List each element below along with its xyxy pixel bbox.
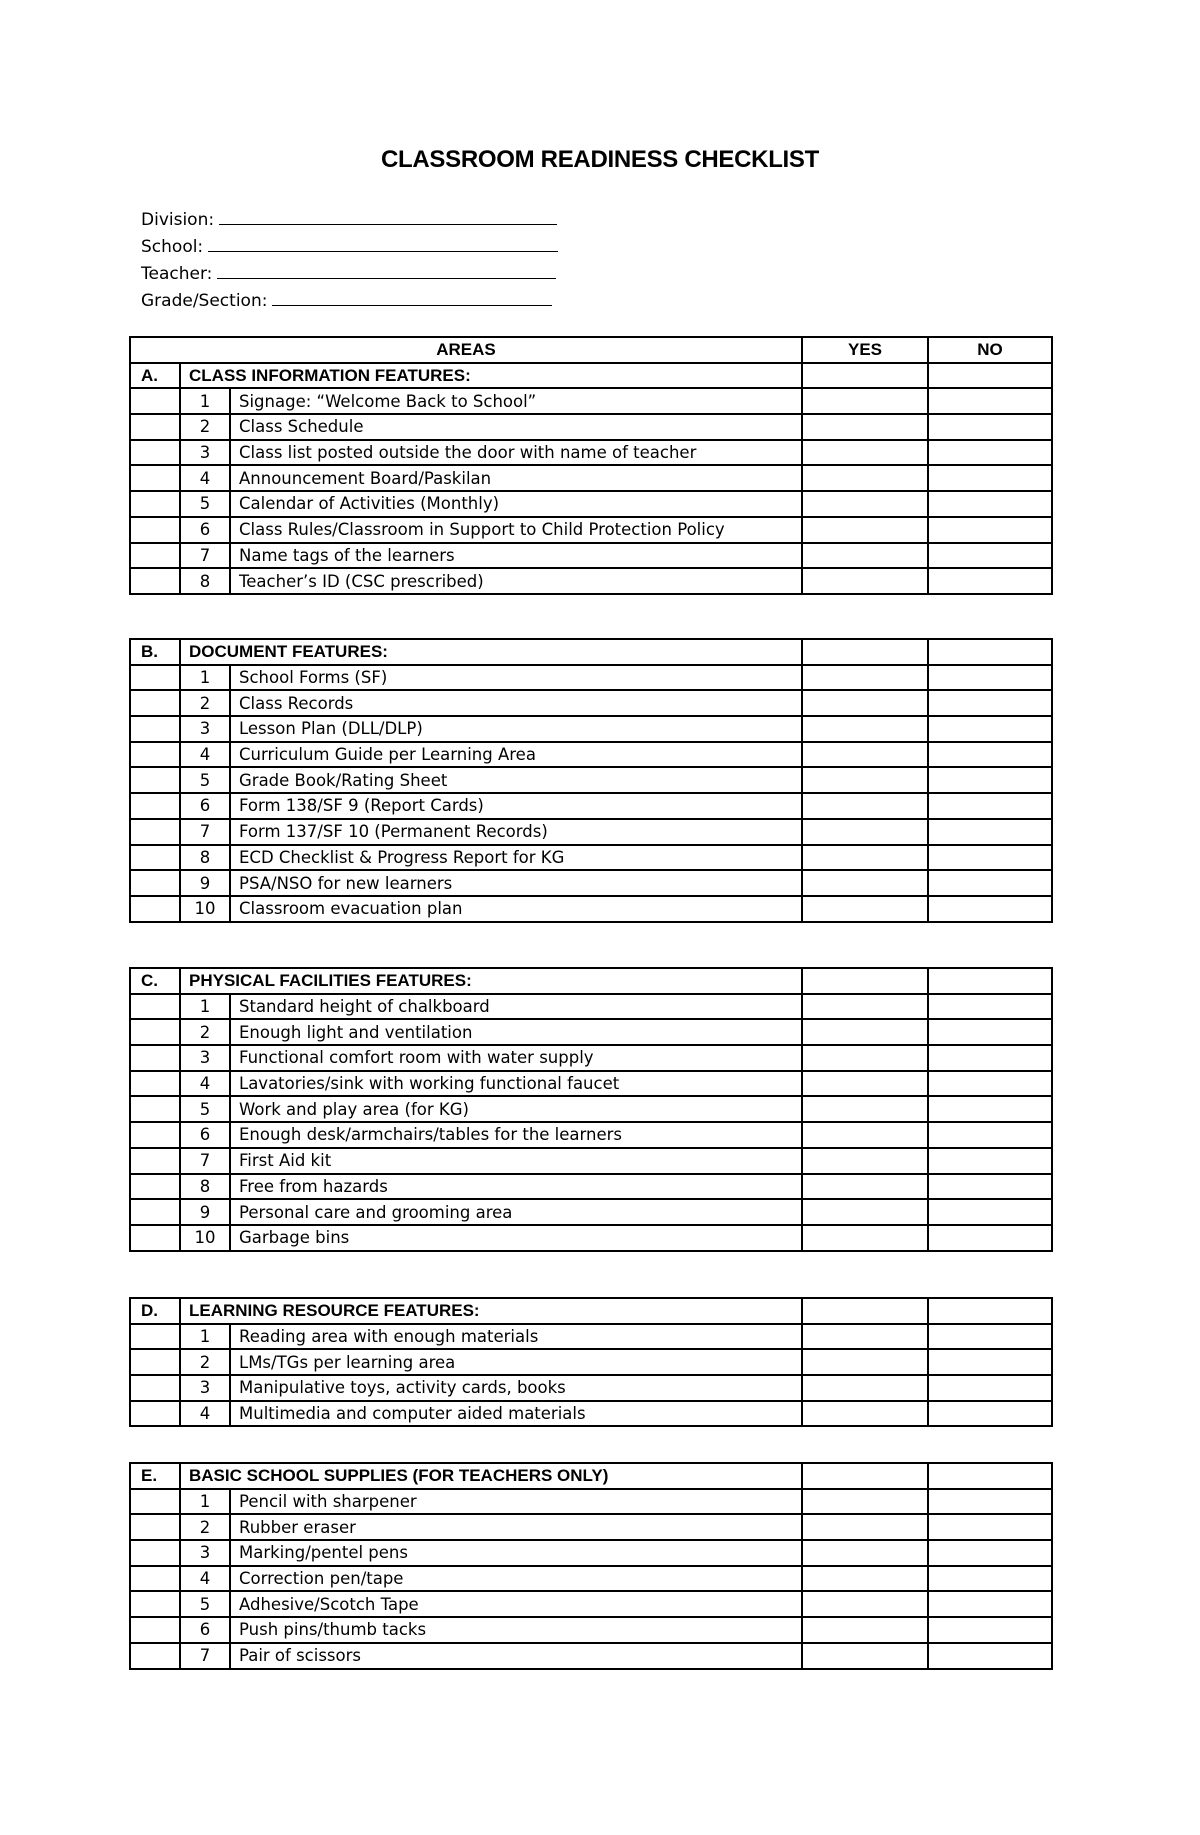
item-text: Pencil with sharpener <box>230 1489 802 1515</box>
yes-checkbox-cell[interactable] <box>802 665 928 691</box>
no-checkbox-cell[interactable] <box>928 414 1052 440</box>
blank-cell <box>130 1019 180 1045</box>
item-text: Free from hazards <box>230 1174 802 1200</box>
blank-cell <box>130 1349 180 1375</box>
table-row <box>130 716 1052 742</box>
division-blank[interactable] <box>219 206 557 225</box>
yes-checkbox-cell[interactable] <box>802 1566 928 1592</box>
yes-checkbox-cell[interactable] <box>802 1096 928 1122</box>
item-text: Multimedia and computer aided materials <box>230 1401 802 1427</box>
table-row <box>130 1045 1052 1071</box>
no-checkbox-cell[interactable] <box>928 440 1052 466</box>
item-text: PSA/NSO for new learners <box>230 870 802 896</box>
item-text: Teacher’s ID (CSC prescribed) <box>230 568 802 594</box>
item-number: 9 <box>180 1199 230 1225</box>
section-letter: B. <box>130 639 180 665</box>
blank-cell <box>130 994 180 1020</box>
yes-checkbox-cell[interactable] <box>802 870 928 896</box>
item-text: Work and play area (for KG) <box>230 1096 802 1122</box>
blank-cell <box>130 767 180 793</box>
no-checkbox-cell[interactable] <box>928 870 1052 896</box>
item-number: 3 <box>180 1540 230 1566</box>
section-table <box>129 638 1053 923</box>
table-row <box>130 845 1052 871</box>
item-text: Enough light and ventilation <box>230 1019 802 1045</box>
table-row <box>130 1349 1052 1375</box>
blank-cell <box>130 465 180 491</box>
no-checkbox-cell[interactable] <box>928 543 1052 569</box>
no-checkbox-cell[interactable] <box>928 1096 1052 1122</box>
blank-cell <box>130 1375 180 1401</box>
division-label: Division: <box>141 210 215 230</box>
blank-cell <box>130 517 180 543</box>
item-number: 7 <box>180 819 230 845</box>
section-no-cell <box>928 1463 1052 1489</box>
item-text: Form 138/SF 9 (Report Cards) <box>230 793 802 819</box>
table-row <box>130 1643 1052 1669</box>
no-checkbox-cell[interactable] <box>928 793 1052 819</box>
item-number: 4 <box>180 465 230 491</box>
section-header-row <box>130 968 1052 994</box>
blank-cell <box>130 845 180 871</box>
item-text: Rubber eraser <box>230 1514 802 1540</box>
table-row <box>130 388 1052 414</box>
item-number: 8 <box>180 568 230 594</box>
no-checkbox-cell[interactable] <box>928 1566 1052 1592</box>
table-row <box>130 1401 1052 1427</box>
yes-checkbox-cell[interactable] <box>802 1324 928 1350</box>
table-row <box>130 870 1052 896</box>
item-text: Personal care and grooming area <box>230 1199 802 1225</box>
blank-cell <box>130 896 180 922</box>
blank-cell <box>130 1045 180 1071</box>
item-text: Form 137/SF 10 (Permanent Records) <box>230 819 802 845</box>
item-number: 1 <box>180 994 230 1020</box>
section-table <box>129 1462 1053 1670</box>
item-text: Garbage bins <box>230 1225 802 1251</box>
table-row <box>130 1199 1052 1225</box>
item-text: Curriculum Guide per Learning Area <box>230 742 802 768</box>
grade-section-field <box>141 287 558 314</box>
no-checkbox-cell[interactable] <box>928 1375 1052 1401</box>
section-table <box>129 967 1053 1252</box>
blank-cell <box>130 1401 180 1427</box>
blank-cell <box>130 1071 180 1097</box>
table-row <box>130 793 1052 819</box>
blank-cell <box>130 440 180 466</box>
no-checkbox-cell[interactable] <box>928 517 1052 543</box>
no-checkbox-cell[interactable] <box>928 1019 1052 1045</box>
item-text: LMs/TGs per learning area <box>230 1349 802 1375</box>
item-number: 8 <box>180 1174 230 1200</box>
item-text: Class list posted outside the door with name of teacher <box>230 440 802 466</box>
yes-checkbox-cell[interactable] <box>802 767 928 793</box>
table-header-row <box>130 337 1052 363</box>
teacher-label: Teacher: <box>141 264 213 284</box>
no-checkbox-cell[interactable] <box>928 845 1052 871</box>
item-number: 8 <box>180 845 230 871</box>
item-text: School Forms (SF) <box>230 665 802 691</box>
yes-checkbox-cell[interactable] <box>802 1514 928 1540</box>
no-checkbox-cell[interactable] <box>928 690 1052 716</box>
item-number: 5 <box>180 491 230 517</box>
item-text: Push pins/thumb tacks <box>230 1617 802 1643</box>
division-field <box>141 206 558 233</box>
item-text: Manipulative toys, activity cards, books <box>230 1375 802 1401</box>
table-row <box>130 1566 1052 1592</box>
yes-checkbox-cell[interactable] <box>802 716 928 742</box>
teacher-blank[interactable] <box>217 260 556 279</box>
item-number: 3 <box>180 440 230 466</box>
no-checkbox-cell[interactable] <box>928 767 1052 793</box>
item-number: 3 <box>180 1045 230 1071</box>
item-number: 2 <box>180 414 230 440</box>
item-number: 3 <box>180 716 230 742</box>
table-row <box>130 543 1052 569</box>
section-no-cell <box>928 363 1052 389</box>
blank-cell <box>130 1617 180 1643</box>
no-checkbox-cell[interactable] <box>928 1514 1052 1540</box>
blank-cell <box>130 793 180 819</box>
no-checkbox-cell[interactable] <box>928 1643 1052 1669</box>
item-text: Announcement Board/Paskilan <box>230 465 802 491</box>
item-number: 6 <box>180 1617 230 1643</box>
no-checkbox-cell[interactable] <box>928 994 1052 1020</box>
item-number: 4 <box>180 1071 230 1097</box>
yes-header: YES <box>802 337 928 363</box>
item-number: 5 <box>180 1591 230 1617</box>
blank-cell <box>130 1199 180 1225</box>
no-checkbox-cell[interactable] <box>928 465 1052 491</box>
item-text: Classroom evacuation plan <box>230 896 802 922</box>
blank-cell <box>130 1174 180 1200</box>
item-number: 4 <box>180 742 230 768</box>
yes-checkbox-cell[interactable] <box>802 1199 928 1225</box>
table-row <box>130 896 1052 922</box>
blank-cell <box>130 1591 180 1617</box>
section-yes-cell <box>802 363 928 389</box>
item-text: Class Records <box>230 690 802 716</box>
item-number: 2 <box>180 1019 230 1045</box>
item-text: Signage: “Welcome Back to School” <box>230 388 802 414</box>
page-title: CLASSROOM READINESS CHECKLIST <box>381 146 819 173</box>
no-checkbox-cell[interactable] <box>928 819 1052 845</box>
item-number: 10 <box>180 896 230 922</box>
section-header-row <box>130 1298 1052 1324</box>
no-checkbox-cell[interactable] <box>928 896 1052 922</box>
item-number: 2 <box>180 690 230 716</box>
yes-checkbox-cell[interactable] <box>802 465 928 491</box>
item-text: Name tags of the learners <box>230 543 802 569</box>
section-no-cell <box>928 968 1052 994</box>
blank-cell <box>130 543 180 569</box>
table-row <box>130 1096 1052 1122</box>
blank-cell <box>130 716 180 742</box>
blank-cell <box>130 568 180 594</box>
no-checkbox-cell[interactable] <box>928 1324 1052 1350</box>
table-row <box>130 1591 1052 1617</box>
item-text: First Aid kit <box>230 1148 802 1174</box>
section-letter: C. <box>130 968 180 994</box>
table-row <box>130 1148 1052 1174</box>
yes-checkbox-cell[interactable] <box>802 1122 928 1148</box>
item-number: 1 <box>180 1324 230 1350</box>
blank-cell <box>130 414 180 440</box>
item-text: Pair of scissors <box>230 1643 802 1669</box>
school-blank[interactable] <box>208 233 558 252</box>
yes-checkbox-cell[interactable] <box>802 1540 928 1566</box>
item-number: 1 <box>180 1489 230 1515</box>
blank-cell <box>130 1566 180 1592</box>
item-number: 2 <box>180 1514 230 1540</box>
blank-cell <box>130 742 180 768</box>
no-checkbox-cell[interactable] <box>928 665 1052 691</box>
yes-checkbox-cell[interactable] <box>802 491 928 517</box>
item-number: 3 <box>180 1375 230 1401</box>
no-checkbox-cell[interactable] <box>928 1225 1052 1251</box>
table-row <box>130 1617 1052 1643</box>
section-header-row <box>130 1463 1052 1489</box>
blank-cell <box>130 1324 180 1350</box>
item-text: Standard height of chalkboard <box>230 994 802 1020</box>
no-checkbox-cell[interactable] <box>928 1617 1052 1643</box>
blank-cell <box>130 1540 180 1566</box>
table-row <box>130 1174 1052 1200</box>
item-text: Enough desk/armchairs/tables for the learners <box>230 1122 802 1148</box>
school-field <box>141 233 558 260</box>
yes-checkbox-cell[interactable] <box>802 388 928 414</box>
item-text: Reading area with enough materials <box>230 1324 802 1350</box>
yes-checkbox-cell[interactable] <box>802 994 928 1020</box>
no-checkbox-cell[interactable] <box>928 1148 1052 1174</box>
blank-cell <box>130 1489 180 1515</box>
section-title: BASIC SCHOOL SUPPLIES (FOR TEACHERS ONLY) <box>180 1463 802 1489</box>
yes-checkbox-cell[interactable] <box>802 1071 928 1097</box>
section-no-cell <box>928 639 1052 665</box>
no-checkbox-cell[interactable] <box>928 1540 1052 1566</box>
item-number: 4 <box>180 1401 230 1427</box>
section-table <box>129 1297 1053 1427</box>
item-number: 5 <box>180 767 230 793</box>
table-row <box>130 819 1052 845</box>
table-row <box>130 1324 1052 1350</box>
item-number: 4 <box>180 1566 230 1592</box>
header-fields <box>141 206 558 314</box>
blank-cell <box>130 388 180 414</box>
item-number: 7 <box>180 543 230 569</box>
yes-checkbox-cell[interactable] <box>802 1045 928 1071</box>
school-label: School: <box>141 237 204 257</box>
table-row <box>130 1540 1052 1566</box>
table-row <box>130 1019 1052 1045</box>
blank-cell <box>130 665 180 691</box>
table-row <box>130 1489 1052 1515</box>
section-title: CLASS INFORMATION FEATURES: <box>180 363 802 389</box>
no-checkbox-cell[interactable] <box>928 568 1052 594</box>
table-row <box>130 465 1052 491</box>
yes-checkbox-cell[interactable] <box>802 543 928 569</box>
blank-cell <box>130 1643 180 1669</box>
no-checkbox-cell[interactable] <box>928 742 1052 768</box>
item-text: Lavatories/sink with working functional faucet <box>230 1071 802 1097</box>
item-number: 6 <box>180 793 230 819</box>
yes-checkbox-cell[interactable] <box>802 1349 928 1375</box>
teacher-field <box>141 260 558 287</box>
section-letter: E. <box>130 1463 180 1489</box>
section-title: PHYSICAL FACILITIES FEATURES: <box>180 968 802 994</box>
table-row <box>130 414 1052 440</box>
item-text: Grade Book/Rating Sheet <box>230 767 802 793</box>
table-row <box>130 665 1052 691</box>
no-checkbox-cell[interactable] <box>928 1122 1052 1148</box>
table-row <box>130 1225 1052 1251</box>
yes-checkbox-cell[interactable] <box>802 1225 928 1251</box>
table-row <box>130 742 1052 768</box>
no-checkbox-cell[interactable] <box>928 1199 1052 1225</box>
item-text: Functional comfort room with water supply <box>230 1045 802 1071</box>
yes-checkbox-cell[interactable] <box>802 819 928 845</box>
yes-checkbox-cell[interactable] <box>802 845 928 871</box>
no-checkbox-cell[interactable] <box>928 491 1052 517</box>
item-number: 1 <box>180 388 230 414</box>
item-number: 7 <box>180 1643 230 1669</box>
blank-cell <box>130 1148 180 1174</box>
blank-cell <box>130 1122 180 1148</box>
section-title: DOCUMENT FEATURES: <box>180 639 802 665</box>
section-no-cell <box>928 1298 1052 1324</box>
blank-cell <box>130 690 180 716</box>
section-header-row <box>130 639 1052 665</box>
item-number: 5 <box>180 1096 230 1122</box>
item-text: Lesson Plan (DLL/DLP) <box>230 716 802 742</box>
yes-checkbox-cell[interactable] <box>802 1401 928 1427</box>
table-row <box>130 690 1052 716</box>
item-text: Correction pen/tape <box>230 1566 802 1592</box>
areas-header: AREAS <box>130 337 802 363</box>
yes-checkbox-cell[interactable] <box>802 1617 928 1643</box>
item-text: Class Schedule <box>230 414 802 440</box>
yes-checkbox-cell[interactable] <box>802 1643 928 1669</box>
yes-checkbox-cell[interactable] <box>802 568 928 594</box>
section-title: LEARNING RESOURCE FEATURES: <box>180 1298 802 1324</box>
blank-cell <box>130 1225 180 1251</box>
yes-checkbox-cell[interactable] <box>802 690 928 716</box>
table-row <box>130 1514 1052 1540</box>
yes-checkbox-cell[interactable] <box>802 896 928 922</box>
blank-cell <box>130 870 180 896</box>
item-number: 6 <box>180 517 230 543</box>
section-letter: D. <box>130 1298 180 1324</box>
item-number: 6 <box>180 1122 230 1148</box>
section-yes-cell <box>802 1298 928 1324</box>
grade-section-label: Grade/Section: <box>141 291 268 311</box>
no-checkbox-cell[interactable] <box>928 1591 1052 1617</box>
item-number: 9 <box>180 870 230 896</box>
item-number: 10 <box>180 1225 230 1251</box>
table-row <box>130 1071 1052 1097</box>
table-row <box>130 568 1052 594</box>
item-number: 2 <box>180 1349 230 1375</box>
yes-checkbox-cell[interactable] <box>802 1591 928 1617</box>
table-row <box>130 491 1052 517</box>
yes-checkbox-cell[interactable] <box>802 414 928 440</box>
no-checkbox-cell[interactable] <box>928 1489 1052 1515</box>
item-text: ECD Checklist & Progress Report for KG <box>230 845 802 871</box>
yes-checkbox-cell[interactable] <box>802 742 928 768</box>
table-row <box>130 517 1052 543</box>
yes-checkbox-cell[interactable] <box>802 517 928 543</box>
table-row <box>130 1375 1052 1401</box>
blank-cell <box>130 1514 180 1540</box>
section-header-row <box>130 363 1052 389</box>
blank-cell <box>130 491 180 517</box>
section-yes-cell <box>802 639 928 665</box>
no-checkbox-cell[interactable] <box>928 388 1052 414</box>
section-yes-cell <box>802 1463 928 1489</box>
yes-checkbox-cell[interactable] <box>802 1174 928 1200</box>
item-text: Calendar of Activities (Monthly) <box>230 491 802 517</box>
section-yes-cell <box>802 968 928 994</box>
table-row <box>130 994 1052 1020</box>
no-checkbox-cell[interactable] <box>928 1071 1052 1097</box>
item-text: Marking/pentel pens <box>230 1540 802 1566</box>
no-checkbox-cell[interactable] <box>928 716 1052 742</box>
section-letter: A. <box>130 363 180 389</box>
yes-checkbox-cell[interactable] <box>802 1375 928 1401</box>
no-checkbox-cell[interactable] <box>928 1349 1052 1375</box>
grade-section-blank[interactable] <box>272 287 552 306</box>
section-table <box>129 336 1053 595</box>
no-checkbox-cell[interactable] <box>928 1401 1052 1427</box>
no-checkbox-cell[interactable] <box>928 1174 1052 1200</box>
table-row <box>130 767 1052 793</box>
yes-checkbox-cell[interactable] <box>802 1019 928 1045</box>
yes-checkbox-cell[interactable] <box>802 440 928 466</box>
no-header: NO <box>928 337 1052 363</box>
blank-cell <box>130 819 180 845</box>
blank-cell <box>130 1096 180 1122</box>
yes-checkbox-cell[interactable] <box>802 1148 928 1174</box>
yes-checkbox-cell[interactable] <box>802 793 928 819</box>
item-text: Class Rules/Classroom in Support to Child Protection Policy <box>230 517 802 543</box>
no-checkbox-cell[interactable] <box>928 1045 1052 1071</box>
table-row <box>130 440 1052 466</box>
item-text: Adhesive/Scotch Tape <box>230 1591 802 1617</box>
item-number: 1 <box>180 665 230 691</box>
yes-checkbox-cell[interactable] <box>802 1489 928 1515</box>
table-row <box>130 1122 1052 1148</box>
item-number: 7 <box>180 1148 230 1174</box>
